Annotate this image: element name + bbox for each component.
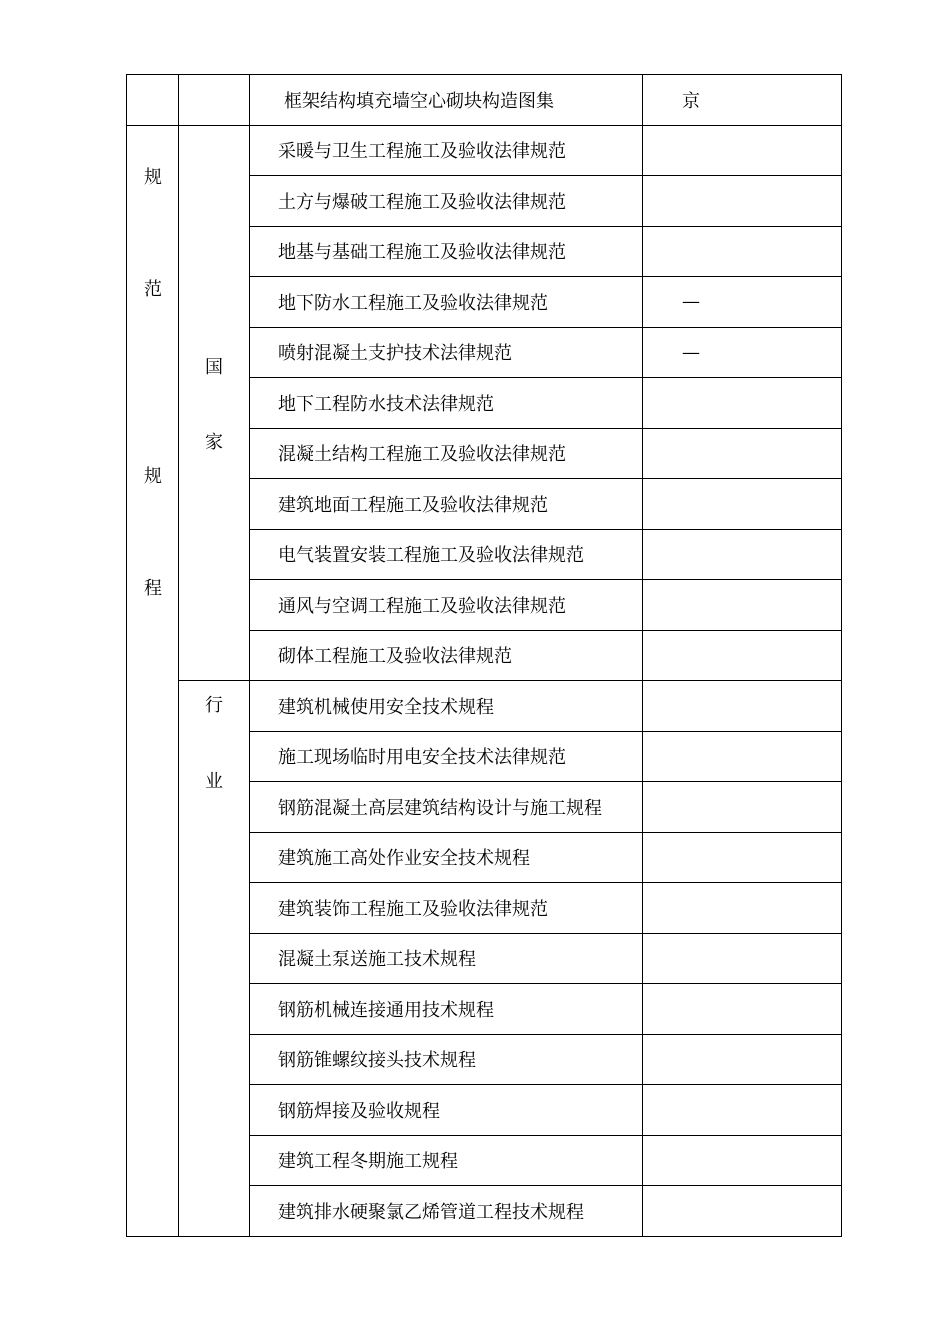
standard-mark — [643, 580, 842, 631]
standards-table — [126, 74, 842, 1237]
category-char: 范 — [144, 278, 162, 300]
standard-name: 建筑机械使用安全技术规程 — [250, 681, 643, 732]
standard-mark — [643, 1135, 842, 1186]
standard-mark — [643, 984, 842, 1035]
standard-name: 钢筋锥螺纹接头技术规程 — [250, 1034, 643, 1085]
group-char: 业 — [205, 771, 223, 792]
standard-mark — [643, 731, 842, 782]
table-row — [127, 681, 842, 732]
standard-mark — [643, 681, 842, 732]
standard-name: 砌体工程施工及验收法律规范 — [250, 630, 643, 681]
category-char: 规 — [144, 465, 162, 487]
standard-mark — [643, 782, 842, 833]
standard-name: 通风与空调工程施工及验收法律规范 — [250, 580, 643, 631]
standard-name: 建筑工程冬期施工规程 — [250, 1135, 643, 1186]
standard-name: 钢筋机械连接通用技术规程 — [250, 984, 643, 1035]
standard-mark — [643, 630, 842, 681]
standard-name: 建筑地面工程施工及验收法律规范 — [250, 479, 643, 530]
standard-mark — [643, 176, 842, 227]
standard-mark — [643, 428, 842, 479]
standard-name: 地基与基础工程施工及验收法律规范 — [250, 226, 643, 277]
standard-mark: 京 — [643, 75, 842, 126]
standard-name: 土方与爆破工程施工及验收法律规范 — [250, 176, 643, 227]
standard-name: 施工现场临时用电安全技术法律规范 — [250, 731, 643, 782]
standard-name: 钢筋焊接及验收规程 — [250, 1085, 643, 1136]
standard-name: 建筑施工高处作业安全技术规程 — [250, 832, 643, 883]
standard-mark: — — [643, 277, 842, 328]
group-char: 国 — [205, 356, 223, 378]
table-row — [127, 125, 842, 176]
table-row — [127, 75, 842, 126]
standard-name: 混凝土泵送施工技术规程 — [250, 933, 643, 984]
category-char: 程 — [144, 577, 162, 599]
standard-mark: — — [643, 327, 842, 378]
standard-name: 地下防水工程施工及验收法律规范 — [250, 277, 643, 328]
standard-mark — [643, 1186, 842, 1237]
group-char: 家 — [205, 431, 223, 453]
standard-mark — [643, 832, 842, 883]
group-char: 行 — [205, 695, 223, 716]
category-label — [127, 125, 179, 1236]
standard-mark — [643, 1085, 842, 1136]
standard-name: 钢筋混凝土高层建筑结构设计与施工规程 — [250, 782, 643, 833]
group-label-national — [179, 125, 250, 681]
category-char: 规 — [144, 166, 162, 188]
standard-name: 框架结构填充墙空心砌块构造图集 — [250, 75, 643, 126]
group-cell-empty — [179, 75, 250, 126]
standard-mark — [643, 529, 842, 580]
category-cell-empty — [127, 75, 179, 126]
standard-mark — [643, 479, 842, 530]
standard-name: 混凝土结构工程施工及验收法律规范 — [250, 428, 643, 479]
standard-name: 电气装置安装工程施工及验收法律规范 — [250, 529, 643, 580]
standard-name: 建筑装饰工程施工及验收法律规范 — [250, 883, 643, 934]
standard-mark — [643, 1034, 842, 1085]
standard-mark — [643, 226, 842, 277]
standard-mark — [643, 883, 842, 934]
standard-name: 地下工程防水技术法律规范 — [250, 378, 643, 429]
standard-name: 采暖与卫生工程施工及验收法律规范 — [250, 125, 643, 176]
standard-mark — [643, 378, 842, 429]
standard-mark — [643, 125, 842, 176]
standard-name: 建筑排水硬聚氯乙烯管道工程技术规程 — [250, 1186, 643, 1237]
standard-mark — [643, 933, 842, 984]
group-label-industry — [179, 681, 250, 1237]
standard-name: 喷射混凝土支护技术法律规范 — [250, 327, 643, 378]
